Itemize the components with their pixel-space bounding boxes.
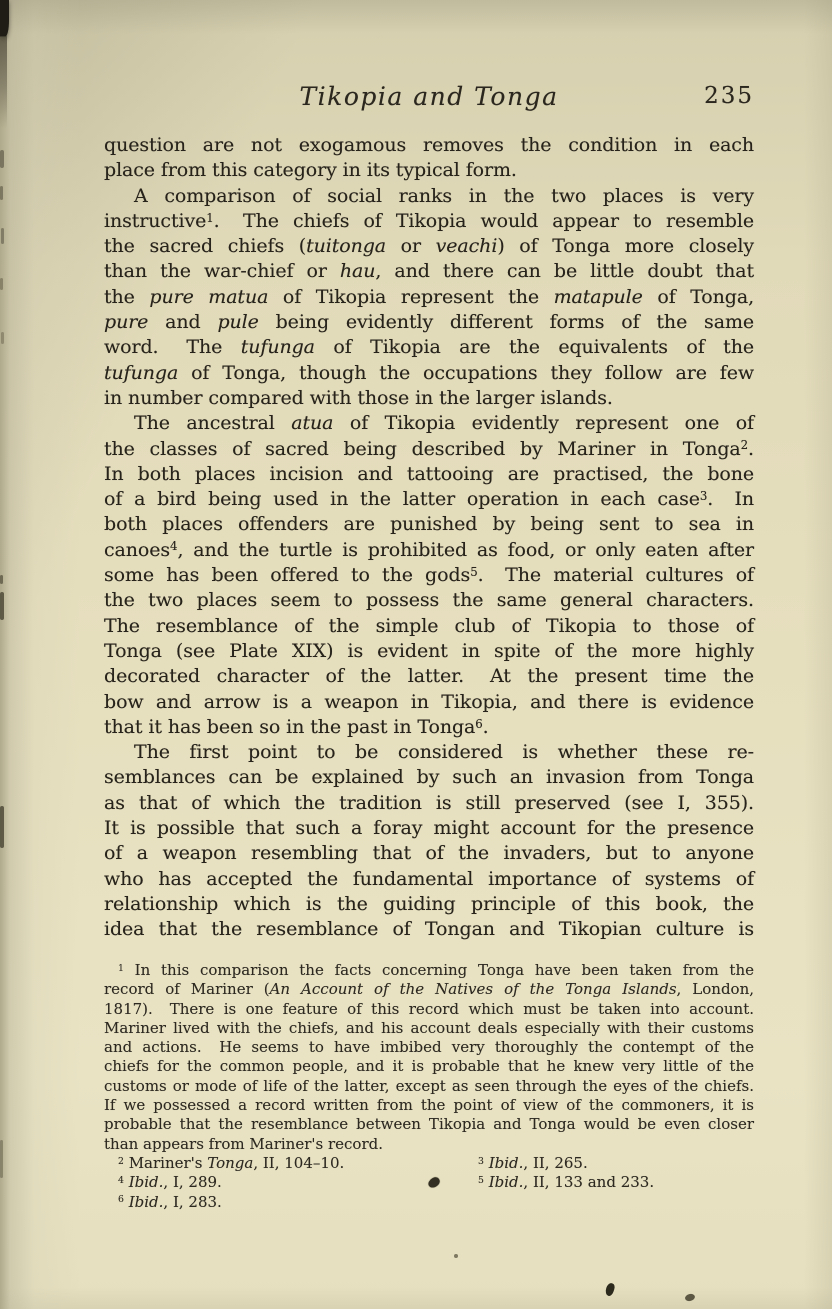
body-text-line: who has accepted the fundamental importance of systems of xyxy=(104,867,754,890)
footnote-text-line: Mariner lived with the chiefs, and his account deals especially with their customs xyxy=(104,1018,754,1037)
body-text-line: idea that the resemblance of Tongan and Tikopian culture is xyxy=(104,918,754,941)
binding-edge-mark xyxy=(0,1140,3,1178)
footnote-text-line: and actions. He seems to have imbibed very thoroughly the contempt of the xyxy=(104,1038,754,1057)
footnote-text-line: If we possessed a record written from the point of view of the commoners, it is xyxy=(104,1096,754,1115)
footnotes-block xyxy=(104,961,754,1212)
body-text-line: that it has been so in the past in Tonga$^6$. xyxy=(104,715,489,738)
body-text-block xyxy=(104,133,754,943)
body-text-line: than the war-chief or hau, and there can be little doubt that xyxy=(104,260,755,283)
binding-edge-mark xyxy=(0,278,3,290)
body-text-line: Tonga (see Plate XIX) is evident in spite of the more highly xyxy=(104,639,754,662)
body-text-line: the classes of sacred being described by Mariner in Tonga$^2$. xyxy=(104,437,754,460)
body-text-line: as that of which the tradition is still preserved (see I, 355). xyxy=(104,791,754,814)
body-text-line: It is possible that such a foray might account for the presence xyxy=(104,817,754,840)
body-text-line: in number compared with those in the larger islands. xyxy=(104,386,613,409)
ink-speck xyxy=(684,1293,695,1302)
body-text-line: place from this category in its typical form. xyxy=(104,159,517,182)
running-head xyxy=(104,82,754,114)
footnote-ref-row xyxy=(104,1154,754,1173)
page-title: Tikopia and Tonga xyxy=(299,82,559,111)
body-text-line: question are not exogamous removes the condition in each xyxy=(104,134,754,156)
body-text-line: bow and arrow is a weapon in Tikopia, and there is evidence xyxy=(104,690,754,713)
footnote-text-line: 1817). There is one feature of this record which must be taken into account. xyxy=(104,999,754,1018)
body-text-line: some has been offered to the gods$^5$. The material cultures of xyxy=(104,564,754,587)
binding-edge-mark xyxy=(1,228,4,244)
ink-speck xyxy=(454,1254,458,1258)
binding-edge-mark xyxy=(0,0,9,37)
body-text-line: word. The tufunga of Tikopia are the equivalents of the xyxy=(104,336,754,359)
binding-edge-mark xyxy=(0,36,7,128)
body-text-line: both places offenders are punished by being sent to sea in xyxy=(104,513,754,536)
body-text-line: The first point to be considered is whether these re- xyxy=(134,741,754,764)
body-text-line: the pure matua of Tikopia represent the matapule of Tonga, xyxy=(104,285,755,308)
binding-edge-mark xyxy=(0,592,4,620)
body-text-line: relationship which is the guiding principle of this book, the xyxy=(104,892,754,915)
footnote-ref: $^4$ Ibid., I, 289. xyxy=(118,1173,222,1192)
footnote-ref: $^2$ Mariner's Tonga, II, 104–10. xyxy=(118,1153,345,1172)
footnote-ref: $^6$ Ibid., I, 283. xyxy=(118,1192,222,1211)
footnote-ref-row xyxy=(104,1173,754,1192)
footnote-text-line: chiefs for the common people, and it is probable that he knew very little of the xyxy=(104,1057,754,1076)
footnote-text-line: than appears from Mariner's record. xyxy=(104,1134,383,1153)
footnote-text-line: record of Mariner (An Account of the Natives of the Tonga Islands, London, xyxy=(104,980,755,999)
binding-edge-mark xyxy=(0,806,4,848)
footnote-text-line: customs or mode of life of the latter, except as seen through the eyes of the chiefs. xyxy=(104,1076,754,1095)
body-text-line: of a weapon resembling that of the invaders, but to anyone xyxy=(104,842,754,865)
ink-speck xyxy=(604,1282,616,1297)
binding-edge-mark xyxy=(0,186,3,200)
body-text-line: of a bird being used in the latter operation in each case$^3$. In xyxy=(104,488,754,511)
footnote-ref: $^5$ Ibid., II, 133 and 233. xyxy=(478,1173,655,1192)
footnote-ref: $^3$ Ibid., II, 265. xyxy=(478,1153,588,1172)
body-text-line: A comparison of social ranks in the two places is very xyxy=(134,184,754,207)
body-text-line: In both places incision and tattooing are practised, the bone xyxy=(104,462,754,485)
body-text-line: canoes$^4$, and the turtle is prohibited as food, or only eaten after xyxy=(104,538,754,561)
footnote-text-line: $^1$ In this comparison the facts concerning Tonga have been taken from the xyxy=(118,961,754,979)
body-text-line: tufunga of Tonga, though the occupations they follow are few xyxy=(104,361,754,384)
page-number: 235 xyxy=(704,83,754,109)
body-text-line: pure and pule being evidently different forms of the same xyxy=(104,311,754,334)
body-text-line: the sacred chiefs (tuitonga or veachi) of Tonga more closely xyxy=(104,235,754,258)
body-text-line: decorated character of the latter. At the present time the xyxy=(104,665,754,688)
body-text-line: semblances can be explained by such an invasion from Tonga xyxy=(104,766,754,789)
footnote-text-line: probable that the resemblance between Tikopia and Tonga would be even closer xyxy=(104,1115,754,1134)
body-text-line: the two places seem to possess the same general characters. xyxy=(104,589,754,612)
body-text-line: instructive$^1$. The chiefs of Tikopia would appear to resemble xyxy=(104,209,754,232)
binding-edge-mark xyxy=(0,575,3,584)
binding-edge-mark xyxy=(0,150,4,168)
body-text-line: The resemblance of the simple club of Tikopia to those of xyxy=(104,614,754,637)
footnote-ref xyxy=(478,1193,754,1212)
body-text-line: The ancestral atua of Tikopia evidently represent one of xyxy=(134,412,754,435)
binding-edge-mark xyxy=(1,332,4,344)
footnote-ref-row xyxy=(104,1193,754,1212)
